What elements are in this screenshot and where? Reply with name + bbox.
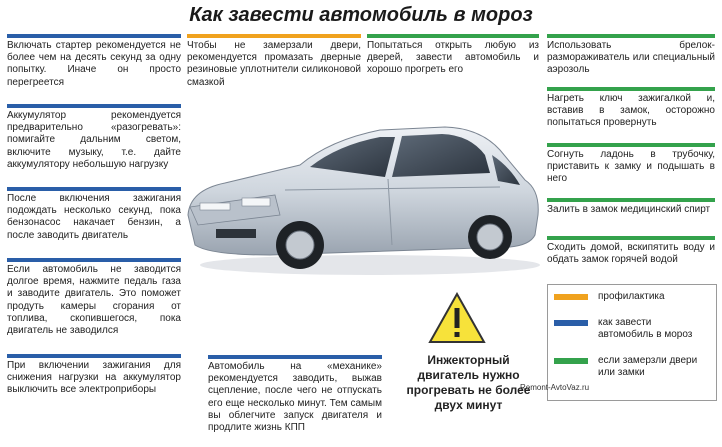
category-bar: [7, 258, 181, 262]
category-bar: [367, 34, 539, 38]
tip-block: [187, 34, 361, 89]
tip-block: [547, 198, 715, 216]
category-bar: [187, 34, 361, 38]
tip-text: Нагреть ключ зажигалкой и, вставив в замок, осторожно попытаться провернуть: [547, 93, 715, 129]
infographic-title: Как завести автомобиль в мороз: [189, 4, 533, 26]
tip-text: Автомобиль на «механике» рекомендуется заводить, выжав сцепление, после чего не отпускать его еще несколько минут. Тем самым вы облегчите запуск двигателя и продлите жизнь КПП: [208, 361, 382, 434]
tip-text: Использовать брелок-размораживатель или специальный аэрозоль: [547, 40, 715, 76]
tip-block: [7, 354, 181, 397]
tip-text: Согнуть ладонь в трубочку, приставить к замку и подышать в него: [547, 149, 715, 185]
tip-block: [547, 143, 715, 186]
tip-text: Аккумулятор рекомендуется предварительно «разогревать»: помигайте дальним светом, включите музыку, т.е. дайте аккумулятору небольшую нагрузку: [7, 110, 181, 170]
category-bar: [7, 354, 181, 358]
tip-text: При включении зажигания для снижения нагрузки на аккумулятор выключить все электроприборы: [7, 360, 181, 396]
category-bar: [7, 104, 181, 108]
watermark-text: Remont-AvtoVaz.ru: [520, 383, 590, 392]
tip-block: [547, 87, 715, 130]
car-illustration: [180, 95, 545, 280]
legend-item: [554, 291, 665, 303]
tip-text: Включать стартер рекомендуется не более чем на десять секунд за одну попытку. Иначе он просто перегреется: [7, 40, 181, 88]
tip-block: [7, 187, 181, 242]
category-bar: [547, 198, 715, 202]
legend-item: [554, 355, 708, 379]
warning-text: Инжекторный двигатель нужно прогревать не более двух минут: [406, 353, 531, 412]
legend-label: профилактика: [598, 291, 665, 302]
tip-block: [7, 104, 181, 171]
tip-block: [7, 258, 181, 337]
tip-text: Попытаться открыть любую из дверей, завести автомобиль и хорошо прогреть его: [367, 40, 539, 76]
category-bar: [208, 355, 382, 359]
tip-text: Залить в замок медицинский спирт: [547, 204, 711, 215]
tip-text: После включения зажигания подождать несколько секунд, пока бензонасос накачает бензин, а после заводить двигатель: [7, 193, 181, 241]
legend-swatch: [554, 294, 588, 300]
tip-block: [208, 355, 382, 434]
tip-block: [547, 236, 715, 266]
category-bar: [547, 87, 715, 91]
category-bar: [7, 187, 181, 191]
tip-block: [367, 34, 539, 77]
category-bar: [547, 236, 715, 240]
tip-text: Сходить домой, вскипятить воду и обдать замок горячей водой: [547, 242, 715, 266]
legend-swatch: [554, 358, 588, 364]
legend-label: как завести автомобиль в мороз: [598, 317, 693, 340]
category-bar: [547, 34, 715, 38]
category-bar: [7, 34, 181, 38]
legend-swatch: [554, 320, 588, 326]
tip-text: Чтобы не замерзали двери, рекомендуется промазать дверные резиновые уплотнители силиконовой смазкой: [187, 40, 361, 88]
warning-triangle-icon: [428, 292, 486, 344]
legend-label: если замерзли двери или замки: [598, 355, 698, 378]
tip-text: Если автомобиль не заводится долгое время, нажмите педаль газа и заводите двигатель. Это поможет продуть камеры сгорания от топлива, скопившегося, пока двигатель не заводился: [7, 264, 181, 337]
tip-block: [7, 34, 181, 89]
tip-block: [547, 34, 715, 77]
category-bar: [547, 143, 715, 147]
legend-item: [554, 317, 708, 341]
